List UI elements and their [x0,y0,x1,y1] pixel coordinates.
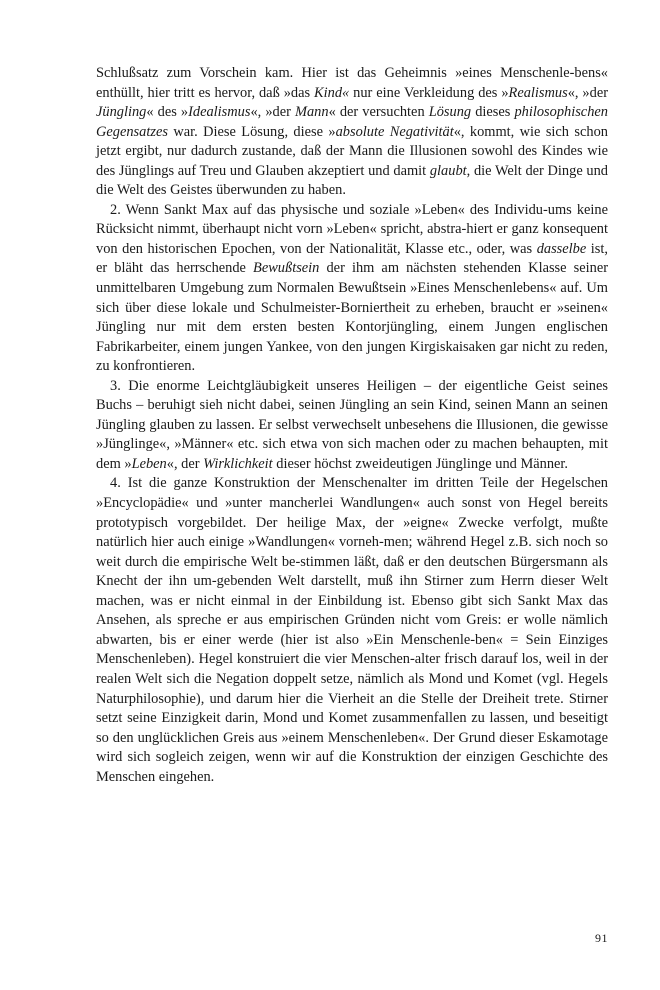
body-text [96,64,608,787]
emphasis: Realismus [508,84,568,101]
emphasis: absolute Negativität [335,123,454,140]
emphasis: Jüngling [96,104,147,121]
paragraph: Schlußsatz zum Vorschein kam. Hier ist das Geheimnis »eines Menschenle-bens« enthüllt, hier tritt es hervor, daß »das Kind« nur eine Verkleidung des »Realismus«, »der Jüngling« des »Idealismus«, »der Mann« der versuchten Lösung dieses philosophischen Gegensatzes war. Diese Lösung, diese »absolute Negativität«, kommt, wie sich schon jetzt ergibt, nur dadurch zustande, daß der Mann die Illusionen sowohl des Kindes wie des Jünglings auf Treu und Glauben akzeptiert und damit glaubt, die Welt der Dinge und die Welt des Geistes überwunden zu haben. [96,65,609,199]
emphasis: Wirklichkeit [203,455,273,472]
paragraph: 2. Wenn Sankt Max auf das physische und soziale »Leben« des Individu-ums keine Rücksicht nimmt, überhaupt nicht vorn »Leben« spricht, abstra-hiert er ganz konsequent von den historischen Epochen, von der Nationalität, Klasse etc., oder, was dasselbe ist, er bläht das herrschende Bewußtsein der ihm am nächsten stehenden Klasse seiner unmittelbaren Umgebung zum Normalen Bewußtsein »Eines Menschenlebens« auf. Um sich über diese lokale und Schulmeister-Borniertheit zu erheben, braucht er »seinen« Jüngling nur mit dem ersten besten Kontorjüngling, einem Jungen englischen Fabrikarbeiter, einem jungen Yankee, von den jungen Kirgiskaisaken gar nicht zu reden, zu konfrontieren. [96,201,609,375]
emphasis: Mann [295,104,329,121]
paragraph: 4. Ist die ganze Konstruktion der Menschenalter im dritten Teile der Hegelschen »Encyclopädie« und »unter mancherlei Wandlungen« auch sonst von Hegel bereits prototypisch vorgebildet. Der heilige Max, der »eigne« Zwecke verfolgt, mußte natürlich hier auch einige »Wandlungen« vorneh-men; während Hegel z.B. sich noch so weit durch die empirische Welt be-stimmen läßt, daß er den deutschen Bürgersmann als Knecht der ihn um-gebenden Welt darstellt, muß ihn Stirner zum Herrn dieser Welt machen, was er nicht einmal in der Einbildung ist. Ebenso gibt sich Sankt Max das Ansehen, als spreche er aus empirischen Gründen nicht vom Greis: er wolle nämlich abwarten, bis er einer werde (hier ist also »Ein Menschenle-ben« = Sein Einziges Menschenleben). Hegel konstruiert die vier Menschen-alter frisch darauf los, weil in der realen Welt sich die Negation doppelt setze, nämlich als Mond und Komet (vgl. Hegels Naturphilosophie), und darum hier die Vierheit an die Stelle der Dreiheit trete. Stirner setzt seine Einzigkeit darin, Mond und Komet zusammenfallen zu lassen, und beseitigt so den unglücklichen Greis aus »einem Menschenleben«. Der Grund dieser Eskamotage wird sich sogleich zeigen, wenn wir auf die Konstruktion der einzigen Geschichte des Menschen eingehen. [96,475,608,785]
emphasis: Leben [131,455,167,472]
emphasis: philosophischen Gegensatzes [96,104,608,140]
emphasis: dasselbe [536,240,587,257]
emphasis: Lösung [428,104,472,121]
emphasis: Idealismus [188,104,251,121]
emphasis: Bewußtsein [253,260,320,277]
emphasis: Kind« [314,84,350,101]
page-number: 91 [595,931,608,945]
paragraph: 3. Die enorme Leichtgläubigkeit unseres Heiligen – der eigentliche Geist seines Buchs – beruhigt sieh nicht dabei, seinen Jüngling an sein Kind, seinen Mann an seinen Jüngling glauben zu lassen. Er selbst verwechselt unbesehens die Illusionen, die gewisse »Jünglinge«, »Männer« etc. sich etwa von sich machen oder zu machen behaupten, mit dem »Leben«, der Wirklichkeit dieser höchst zweideutigen Jünglinge und Männer. [96,377,608,472]
emphasis: glaubt [429,162,467,179]
